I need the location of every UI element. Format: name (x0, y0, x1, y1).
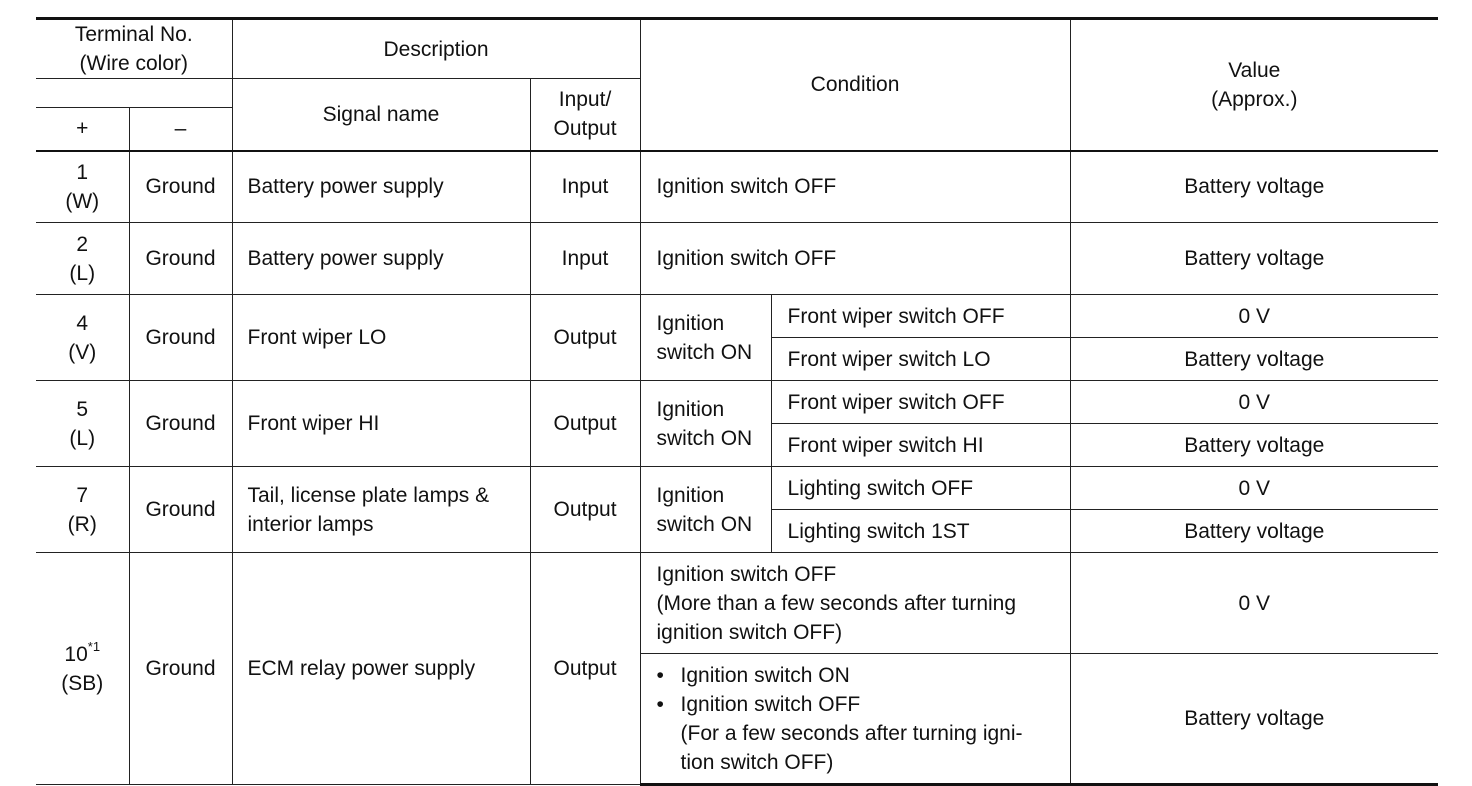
signal-cell: Tail, license plate lamps & interior lamps (232, 467, 530, 553)
sub-condition-cell: Front wiper switch HI (771, 424, 1070, 467)
value-cell: Battery voltage (1070, 151, 1438, 223)
signal-cell: Front wiper LO (232, 295, 530, 381)
minus-cell: Ground (129, 295, 232, 381)
minus-cell: Ground (129, 467, 232, 553)
terminal-cell: 7 (R) (36, 467, 129, 553)
sub-condition-cell: Front wiper switch OFF (771, 295, 1070, 338)
io-cell: Output (530, 295, 640, 381)
header-signal-name: Signal name (232, 79, 530, 151)
io-cell: Output (530, 553, 640, 785)
minus-cell: Ground (129, 223, 232, 295)
header-input-output: Input/ Output (530, 79, 640, 151)
minus-cell: Ground (129, 151, 232, 223)
signal-cell: Battery power supply (232, 223, 530, 295)
signal-cell: Front wiper HI (232, 381, 530, 467)
condition-cell: Ignition switch OFF (More than a few seconds after turning ignition switch OFF) (640, 553, 1070, 654)
table-row (36, 381, 1438, 424)
table-row (36, 151, 1438, 223)
footnote-marker: *1 (87, 638, 101, 654)
table-row (36, 295, 1438, 338)
value-cell: Battery voltage (1070, 424, 1438, 467)
header-terminal-no: Terminal No. (Wire color) (36, 19, 232, 79)
value-cell: Battery voltage (1070, 223, 1438, 295)
sub-condition-cell: Front wiper switch OFF (771, 381, 1070, 424)
value-cell: Battery voltage (1070, 510, 1438, 553)
signal-cell: Battery power supply (232, 151, 530, 223)
table-row (36, 467, 1438, 510)
terminal-spec-table (36, 17, 1438, 786)
condition-cell: Ignition switch OFF (640, 151, 1070, 223)
sub-condition-cell: Lighting switch OFF (771, 467, 1070, 510)
value-cell: 0 V (1070, 381, 1438, 424)
terminal-cell: 4 (V) (36, 295, 129, 381)
minus-cell: Ground (129, 553, 232, 785)
sub-condition-cell: Lighting switch 1ST (771, 510, 1070, 553)
value-cell: 0 V (1070, 553, 1438, 654)
condition-main-cell: Ignition switch ON (640, 467, 771, 553)
io-cell: Output (530, 381, 640, 467)
header-description: Description (232, 19, 640, 79)
header-terminal-spacer (36, 79, 232, 108)
header-plus: + (36, 108, 129, 151)
signal-cell: ECM relay power supply (232, 553, 530, 785)
terminal-cell: 2 (L) (36, 223, 129, 295)
value-cell: 0 V (1070, 295, 1438, 338)
value-cell: Battery voltage (1070, 338, 1438, 381)
table-row (36, 553, 1438, 654)
condition-main-cell: Ignition switch ON (640, 381, 771, 467)
terminal-cell: 1 (W) (36, 151, 129, 223)
condition-main-cell: Ignition switch ON (640, 295, 771, 381)
header-value: Value (Approx.) (1070, 19, 1438, 151)
io-cell: Output (530, 467, 640, 553)
io-cell: Input (530, 151, 640, 223)
bullet-icon: • (656, 663, 664, 687)
io-cell: Input (530, 223, 640, 295)
bullet-icon: • (656, 692, 664, 716)
value-cell: 0 V (1070, 467, 1438, 510)
header-minus: – (129, 108, 232, 151)
sub-condition-cell: Front wiper switch LO (771, 338, 1070, 381)
table-row (36, 223, 1438, 295)
terminal-cell: 5 (L) (36, 381, 129, 467)
minus-cell: Ground (129, 381, 232, 467)
header-condition: Condition (640, 19, 1070, 151)
terminal-cell: 10$^{*1}$ (SB) (36, 553, 129, 785)
condition-cell: • Ignition switch ON • Ignition switch OFF (For a few seconds after turning igni- tion switch OFF) (640, 654, 1070, 785)
value-cell: Battery voltage (1070, 654, 1438, 785)
condition-cell: Ignition switch OFF (640, 223, 1070, 295)
